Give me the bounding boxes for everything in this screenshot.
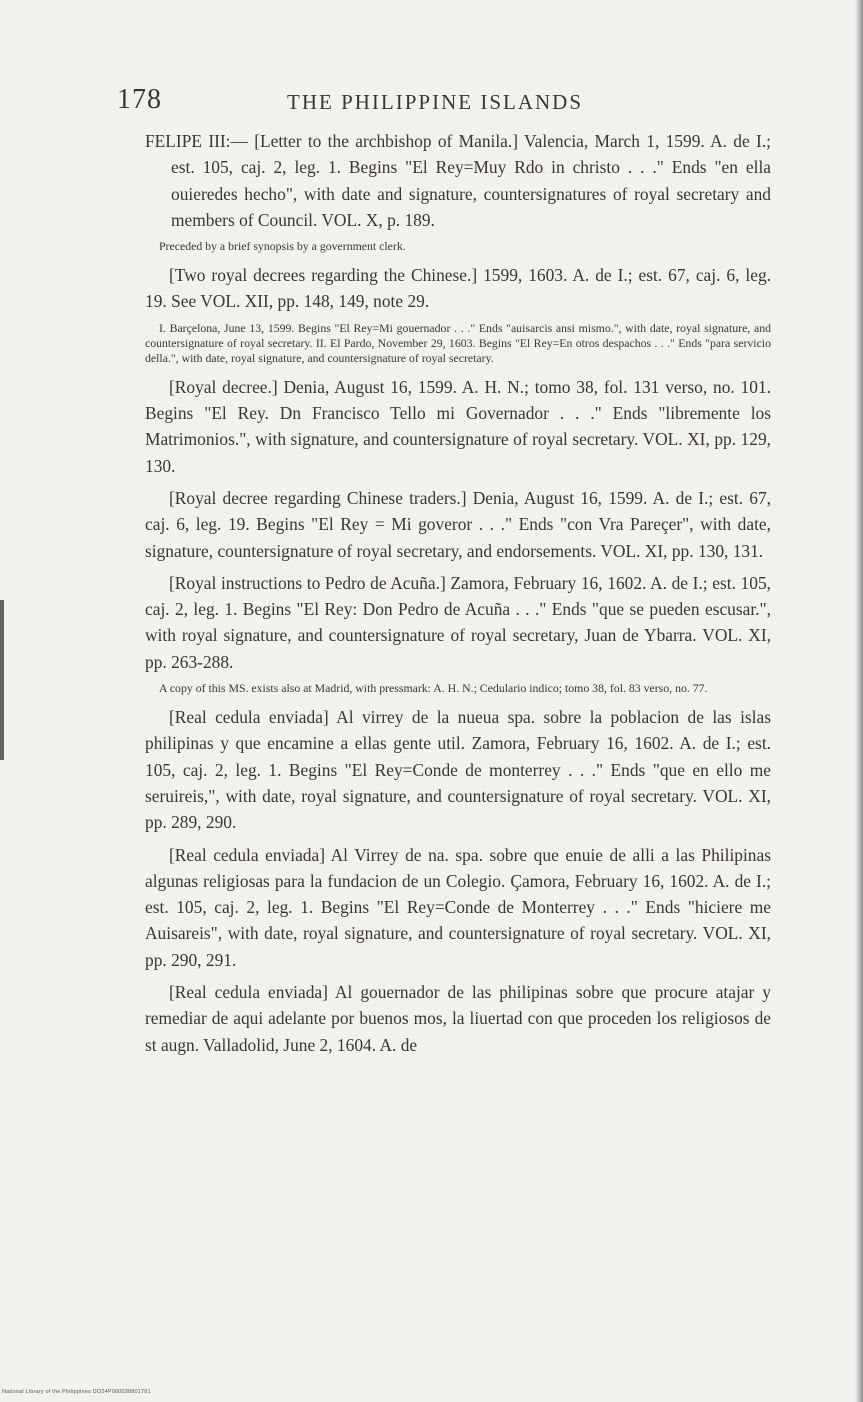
entry-cedula-colegio: [Real cedula enviada] Al Virrey de na. spa. sobre que enuie de alli a las Philipinas algunas religiosas para la fundacion de un Colegio. Çamora, February 16, 1602. A. de I.; est. 105, caj. 2, leg. 1. Begins "El Rey=Conde de Monterrey . . ." Ends "hiciere me Auisareis", with date, royal signature, and countersignature of royal secretary. VOL. XI, pp. 290, 291.: [145, 844, 771, 970]
note-synopsis: Preceded by a brief synopsis by a government clerk.: [159, 239, 406, 254]
entry-two-decrees: [Two royal decrees regarding the Chinese.] 1599, 1603. A. de I.; est. 67, caj. 6, leg. 19. See VOL. XII, pp. 148, 149, note 29.: [145, 265, 771, 312]
entry-acuna-instructions: [Royal instructions to Pedro de Acuña.] Zamora, February 16, 1602. A. de I.; est. 105, caj. 2, leg. 1. Begins "El Rey: Don Pedro de Acuña . . ." Ends "que se pueden escusar.", with royal signature, and countersignature of royal secretary, Juan de Ybarra. VOL. XI, pp. 263-288.: [145, 572, 771, 672]
page-number: 178: [117, 84, 162, 115]
binding-mark: [0, 600, 4, 760]
body-text: [145, 128, 771, 1064]
entry-chinese-traders: [Royal decree regarding Chinese traders.] Denia, August 16, 1599. A. de I.; est. 67, caj. 6, leg. 19. Begins "El Rey = Mi goveror . . ." Ends "con Vra Pareçer", with date, signature, countersignature of royal secretary, and endorsements. VOL. XI, pp. 130, 131.: [145, 487, 771, 561]
page-header: [117, 84, 777, 124]
entry-felipe-letter: FELIPE III:— [Letter to the archbishop of Manila.] Valencia, March 1, 1599. A. de I.; est. 105, caj. 2, leg. 1. Begins "El Rey=Muy Rdo in christo . . ." Ends "en ella ouieredes hecho", with date and signature, countersignatures of royal secretary and members of Council. VOL. X, p. 189.: [145, 131, 771, 230]
note-decree-details: I. Barçelona, June 13, 1599. Begins "El Rey=Mi gouernador . . ." Ends "auisarcis ansi mismo.", with date, royal signature, and countersignature of royal secretary. II. El Pardo, November 29, 1603. Begins "El Rey=En otros despachos . . ." Ends "para servicio della.", with date, royal signature, and countersignature of royal secretary.: [145, 320, 771, 365]
scan-footer: National Library of the Philippines DO24P000038801781: [2, 1389, 151, 1395]
note-madrid-copy: A copy of this MS. exists also at Madrid, with pressmark: A. H. N.; Cedulario indico; tomo 38, fol. 83 verso, no. 77.: [159, 681, 708, 696]
page-edge-shadow: [855, 0, 863, 1402]
entry-royal-decree: [Royal decree.] Denia, August 16, 1599. A. H. N.; tomo 38, fol. 131 verso, no. 101. Begins "El Rey. Dn Francisco Tello mi Governador . . ." Ends "libremente los Matrimonios.", with signature, and countersignature of royal secretary. VOL. XI, pp. 129, 130.: [145, 376, 771, 476]
running-head: THE PHILIPPINE ISLANDS: [287, 90, 583, 114]
entry-cedula-poblacion: [Real cedula enviada] Al virrey de la nueua spa. sobre la poblacion de las islas philipinas y que encamine a ellas gente util. Zamora, February 16, 1602. A. de I.; est. 105, caj. 2, leg. 1. Begins "El Rey=Conde de monterrey . . ." Ends "que en ello me seruireis,", with date, royal signature, and countersignature of royal secretary. VOL. XI, pp. 289, 290.: [145, 707, 771, 833]
entry-cedula-gouernador: [Real cedula enviada] Al gouernador de las philipinas sobre que procure atajar y remediar de aqui adelante por buenos mos, la liuertad con que proceden los religiosos de st augn. Valladolid, June 2, 1604. A. de: [145, 982, 771, 1055]
